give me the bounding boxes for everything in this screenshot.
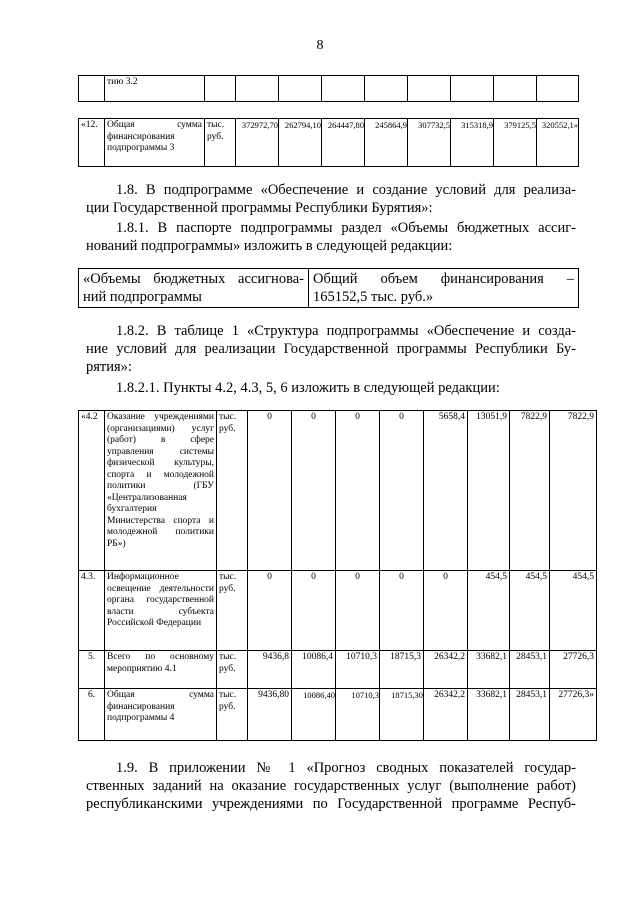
- value-cell: 264447,80: [322, 119, 365, 167]
- text-line: «Объемы бюджетных ассигнова-: [83, 271, 304, 287]
- top-table-total: [78, 118, 579, 167]
- row-name: Информационное освещение деятельности органа государственной власти субъекта Российской Федерации: [105, 571, 217, 651]
- value-cell: 5658,4: [424, 411, 468, 571]
- row-name: Общая сумма финансирования подпрограммы 4: [105, 689, 217, 741]
- text-line: 1.8. В подпрограмме «Обеспечение и создание условий для реализа-: [116, 182, 576, 198]
- value-cell: 0: [292, 411, 336, 571]
- row-name: Оказание учреждениями (организациями) услуг (работ) в сфере управления системы физической культуры, спорта и молодежной политики (ГБУ «Централизованная бухгалтерия Министерства спорта и молодежной политики РБ»): [105, 411, 217, 571]
- value-cell: 0: [380, 411, 424, 571]
- table-row: [79, 651, 597, 689]
- row-unit: тыс. руб.: [205, 119, 236, 167]
- row-name: Всего по основному мероприятию 4.1: [105, 651, 217, 689]
- main-table: [78, 410, 597, 741]
- value-cell: 320552,1»: [537, 119, 579, 167]
- value-cell: 18715,3: [380, 651, 424, 689]
- value-cell: 315318,9: [451, 119, 494, 167]
- row-unit: тыс. руб.: [217, 411, 248, 571]
- table-cell: тию 3.2: [105, 76, 205, 102]
- paragraph-1-8-2: [86, 322, 576, 376]
- value-cell: 28453,1: [510, 651, 550, 689]
- value-cell: 28453,1: [510, 689, 550, 741]
- text-line: 1.8.1. В паспорте подпрограммы раздел «Объемы бюджетных ассиг-: [116, 220, 576, 236]
- value-cell: 7822,9: [510, 411, 550, 571]
- text-line: 165152,5 тыс. руб.»: [313, 289, 434, 305]
- top-table: [78, 75, 579, 102]
- value-cell: 26342,2: [424, 651, 468, 689]
- value-cell: 307732,5: [408, 119, 451, 167]
- paragraph-1-8: [86, 181, 576, 217]
- value-cell: 10710,3: [336, 651, 380, 689]
- value-cell: 0: [336, 571, 380, 651]
- paragraph-1-9: [86, 759, 576, 813]
- value-cell: 454,5: [468, 571, 510, 651]
- passport-right-cell: [309, 269, 579, 308]
- value-cell: 13051,9: [468, 411, 510, 571]
- text-line: ний подпрограммы: [83, 289, 202, 305]
- value-cell: 262794,10: [279, 119, 322, 167]
- text-line: ции Государственной программы Республики Бурятия»:: [86, 200, 433, 216]
- value-cell: 0: [248, 571, 292, 651]
- value-cell: 245864,9: [365, 119, 408, 167]
- text-line: республиканскими учреждениями по Государственной программе Респуб-: [86, 796, 576, 812]
- text-line: ние условий для реализации Государственной программы Республики Бу-: [86, 341, 576, 357]
- table-row: [79, 689, 597, 741]
- row-unit: тыс. руб.: [217, 689, 248, 741]
- value-cell: 0: [424, 571, 468, 651]
- value-cell: 0: [380, 571, 424, 651]
- value-cell: 27726,3»: [550, 689, 597, 741]
- row-number: «12.: [79, 119, 105, 167]
- value-cell: 379125,5: [494, 119, 537, 167]
- value-cell: 0: [292, 571, 336, 651]
- table-row: [79, 571, 597, 651]
- table-row: [79, 269, 579, 308]
- value-cell: 10710,3: [336, 689, 380, 741]
- row-unit: тыс. руб.: [217, 651, 248, 689]
- value-cell: 10086,40: [292, 689, 336, 741]
- value-cell: 27726,3: [550, 651, 597, 689]
- paragraph-1-8-1: [86, 219, 576, 255]
- row-number: 6.: [79, 689, 105, 741]
- value-cell: 0: [248, 411, 292, 571]
- value-cell: 7822,9: [550, 411, 597, 571]
- row-name: Общая сумма финансирования подпрограммы 3: [105, 119, 205, 167]
- page-number: 8: [316, 38, 324, 53]
- table-row: [79, 119, 579, 167]
- value-cell: 10086,4: [292, 651, 336, 689]
- value-cell: 26342,2: [424, 689, 468, 741]
- text-line: 1.8.2.1. Пункты 4.2, 4.3, 5, 6 изложить в следующей редакции:: [116, 380, 500, 396]
- row-unit: тыс. руб.: [217, 571, 248, 651]
- row-number: 5.: [79, 651, 105, 689]
- text-line: 1.9. В приложении № 1 «Прогноз сводных показателей государ-: [116, 760, 576, 776]
- table-row: [79, 76, 579, 102]
- value-cell: 454,5: [510, 571, 550, 651]
- text-line: ственных заданий на оказание государственных услуг (выполнение работ): [86, 778, 576, 794]
- value-cell: 33682,1: [468, 651, 510, 689]
- value-cell: 372972,70: [236, 119, 279, 167]
- value-cell: 9436,80: [248, 689, 292, 741]
- table-row: [79, 411, 597, 571]
- text-line: 1.8.2. В таблице 1 «Структура подпрограммы «Обеспечение и созда-: [116, 323, 576, 339]
- row-number: 4.3.: [79, 571, 105, 651]
- text-line: рятия»:: [86, 359, 132, 375]
- paragraph-1-8-2-1: [86, 379, 576, 397]
- value-cell: 454,5: [550, 571, 597, 651]
- text-line: Общий объем финансирования –: [313, 271, 574, 287]
- row-number: «4.2: [79, 411, 105, 571]
- value-cell: 18715,30: [380, 689, 424, 741]
- value-cell: 33682,1: [468, 689, 510, 741]
- value-cell: 0: [336, 411, 380, 571]
- passport-left-cell: [79, 269, 309, 308]
- text-line: нований подпрограммы» изложить в следующей редакции:: [86, 238, 453, 254]
- passport-table: [78, 268, 579, 308]
- value-cell: 9436,8: [248, 651, 292, 689]
